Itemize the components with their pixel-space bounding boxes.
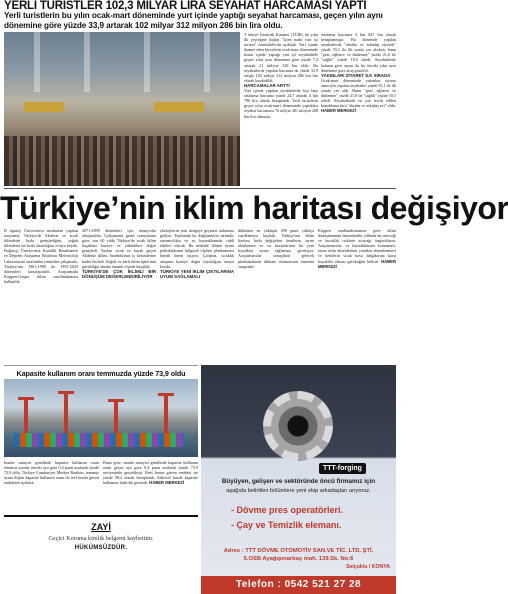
- ad-bullet-2: - Çay ve Temizlik elemanı.: [231, 520, 342, 530]
- capacity-signature: HABER MERKEZİ: [149, 480, 185, 486]
- top-col2-text: ortalama harcama 3 bin 847 lira olarak hesaplanmıştı. Bu dönemde yapılan seyahatlerde "akraba ve arkadaş ziyareti" yüzde 55,1 ile ilk sırada yer alırken, bunu "gezi, eğlence ve dinlenme" yüzde 21,6 ile "sağlık" yüzde 10,5 izledi. Seyahatlerde kalınan gece sayısı da bir önceki yılın aynı dönemine göre artış gösterdi.: [321, 32, 396, 73]
- main-col5: [318, 228, 396, 362]
- ad-address: [207, 547, 390, 571]
- top-article-col2: [321, 32, 396, 192]
- top-subheading-1: HARCAMALAR ARTTI: [244, 82, 290, 88]
- top-col1b-text: Yurt içinde yapılan seyahatlerde kişi başı ortalama harcama yüzde 24,7 artarak 4 bin 796 lira olarak hesaplandı. Yerli turistlerin geçen yılın ocak-mart döneminde yaptıkları seyahat harcaması 76 milyar 401 milyon 208 bin lira olmuştu.: [244, 88, 318, 119]
- ad-line-2: aşağıda belirtilen bölümlere yeni ekip arkadaşları arıyoruz.: [226, 488, 371, 494]
- main-subheading-2: TÜRKİYE YENİ İKLİM ÇIKTILARINA UYUM SAĞLAMALI: [160, 268, 234, 279]
- main-signature: HABER MERKEZİ: [318, 258, 396, 269]
- ad-address-line1: Adres : TTT DÖVME OTOMOTİV SAN.VE TİC. LTD. ŞTİ.: [223, 548, 374, 554]
- top-article-col1: [244, 32, 318, 192]
- top-signature: HABER MERKEZİ: [321, 108, 356, 114]
- ad-city: Selçuklu / KONYA: [346, 564, 390, 570]
- top-col2b-text: Ocak-mart döneminde yakınları ziyaret amacıyla yapılan seyahatler yüzde 55,1 ile ilk sırada yer aldı. Bunu "gezi, eğlence ve dinlenme" yüzde 21,6 ile "sağlık" yüzde 10,5 izledi. Seyahatlerde en çok tercih edilen konaklama türü "akraba ve arkadaş evi" oldu.: [321, 77, 396, 109]
- main-col4-text: dikkatine en yaklaşık 290 günü yıllıkça zayıflamaya başladı. Türkiye'nin iklim haritası hızla değişirken kentlerin, tarım alanlarının ve su havzalarının bu yeni koşullara uyum sağlaması gerekiyor. Araştırmacılar sonuçların gelecek planlamalarda dikkate alınmasının önemini vurguladı.: [238, 228, 314, 269]
- capacity-col1: [4, 460, 99, 512]
- capacity-col1-text: İmalat sanayisi genelinde kapasite kullanım oranı temmuz ayında önceki aya göre 0,4 puan azalarak yüzde 73,9 oldu. Türkiye Cumhuriyet Merkez Bankası, temmuz ayına ilişkin kapasite kullanım oranı ile reel kesim güven endeksini açıkladı.: [4, 460, 99, 486]
- airport-crowd-photo: [4, 32, 240, 186]
- port-photo: [4, 379, 198, 457]
- top-subheading-2: YAKINLARI ZİYARET İLK SIRADA: [321, 72, 391, 78]
- main-col3-text: ekolojilerin yeni dengeye geçmesi anlamına geliyor. Toplumda bu değişimlerin tarımda, ormancılıkta ve su kaynaklarında ciddi etkileri olacak. Bu nedenle iklime uyum politikalarının bölgesel ölçekte planlanması büyük önem taşıyor. Çalışma, sıcaklık artışının kuzeye doğru yayıldığını ortaya koydu.: [160, 228, 234, 269]
- top-col1-text: T ürkiye İstatistik Kurumu (TÜİK) bu yılın ilk çeyreğine ilişkin "İçten nadir yurt içi turizm" istatistiklerini açıkladı. Yurt içinde ikamet eden bireylerin ocak-mart döneminde konut içinde yaptığı yurt içi seyahatlerle geçen yılın aynı dönemine göre yüzde 7,4 artarak 21 milyon 336 bin oldu. Bu seyahatlerde yapılan harcama da yüzde 33,9 artışla 102 milyar 312 milyon 286 bin lira olarak kaydedildi.: [244, 32, 318, 83]
- capacity-title: Kapasite kullanım oranı temmuzda yüzde 73,9 oldu: [16, 369, 186, 378]
- zayi-text: Geçici Koruma kimlik belgemi kaybettim.: [48, 535, 154, 542]
- main-col3: [160, 228, 234, 362]
- main-col4: [238, 228, 314, 362]
- main-col1: [4, 228, 78, 362]
- main-col2: [82, 228, 156, 362]
- main-col2-text: 2071-2099 dönemleri için senaryolar oluşturuldu. Çalışmanın genel sonuçlarına göre, son 60 yılda Türkiye'de sıcak iklim kuşakları kuzeye ve yükseklere doğru genişledi. Yazları sıcak ve kurak geçen Akdeniz iklimi Anadolu'nun iç kesimlerine kadar ilerledi. Soğuk ve karlı iklim tiplerinin görüldüğü alanlar önemli ölçüde küçüldü.: [82, 228, 156, 269]
- top-subhead: Yerli turistlerin bu yılın ocak-mart döneminde yurt içinde yaptığı seyahat harcaması, geçen yılın aynı dönemine göre yüzde 33,9 artarak 102 milyar 312 milyon 286 bin lira oldu.: [4, 11, 383, 30]
- capacity-article: [4, 365, 198, 513]
- zayi-title: ZAYİ: [91, 522, 111, 532]
- ttt-logo: TTT-forging: [319, 463, 366, 474]
- capacity-col2-text: Buna göre, imalat sanayisi genelinde kapasite kullanım oranı geçen aya göre 0,4 puan azalarak yüzde 73,9 seviyesinde gerçekleşti. Reel kesim güven endeksi ise yüzde 98,4 olarak hesaplandı. Sektörel bazda kapasite kullanımı farklılık gösterdi.: [103, 460, 198, 486]
- zayi-notice: [4, 515, 198, 594]
- ad-bullet-1: - Dövme pres operatörleri.: [231, 505, 344, 515]
- main-subheading-1: TÜRKİYE'DE ÇOK İKLİMLİ BİR DÖNÜŞÜM DEĞERLENDİRİLİYOR: [82, 268, 156, 279]
- divider: [4, 188, 396, 189]
- ttt-forging-ad: [201, 365, 396, 594]
- ad-phone: Telefon : 0542 521 27 28: [201, 576, 396, 594]
- ad-address-line2: 5.OSB Ayağıpınarbaş mah. 139.Sk. No:6: [243, 556, 354, 562]
- zayi-void: HÜKÜMSÜZDÜR.: [74, 545, 128, 551]
- ad-line-1: Büyüyen, gelişen ve sektöründe öncü firmamız için: [221, 478, 376, 485]
- capacity-col2: [103, 460, 198, 512]
- main-headline: Türkiye’nin iklim haritası değişiyor: [0, 190, 508, 226]
- main-col1-text: B oğaziçi Üniversitesi tarafından yapılan araştırma, Türkiye'de Akdeniz ve sıcak iklimlerin hızla genişlediğini, soğuk iklimlerin ise hızla daraldığını ortaya koydu. Boğaziçi Üniversitesi Kandilli Rasathanesi ve Deprem Araştırma Enstitüsü Meteoroloji Laboratuvarı tarafından yürütülen çalışmada, Türkiye'nin 1961-1990 ile 1991-2020 dönemleri karşılaştırıldı. Araştırmada Köppen-Geiger iklim sınıflandırması kullanıldı.: [4, 228, 78, 284]
- main-col5-text: Köppen sınıflandırmasına göre iklim dönüşümünün önümüzdeki yıllarda da süreceği ve kuraklık riskinin artacağı öngörülüyor. Araştırmacılar, su kaynaklarının korunması, tarım ürün desenlerinin yeniden düzenlenmesi ve kentlerin sıcak hava dalgalarına karşı hazırlıklı olması gerektiğini belirtti.: [318, 228, 396, 264]
- top-headline: YERLİ TURİSTLER 102,3 MİLYAR LİRA SEYAHAT HARCAMASI YAPTI: [4, 0, 367, 12]
- gear-icon: [263, 391, 333, 461]
